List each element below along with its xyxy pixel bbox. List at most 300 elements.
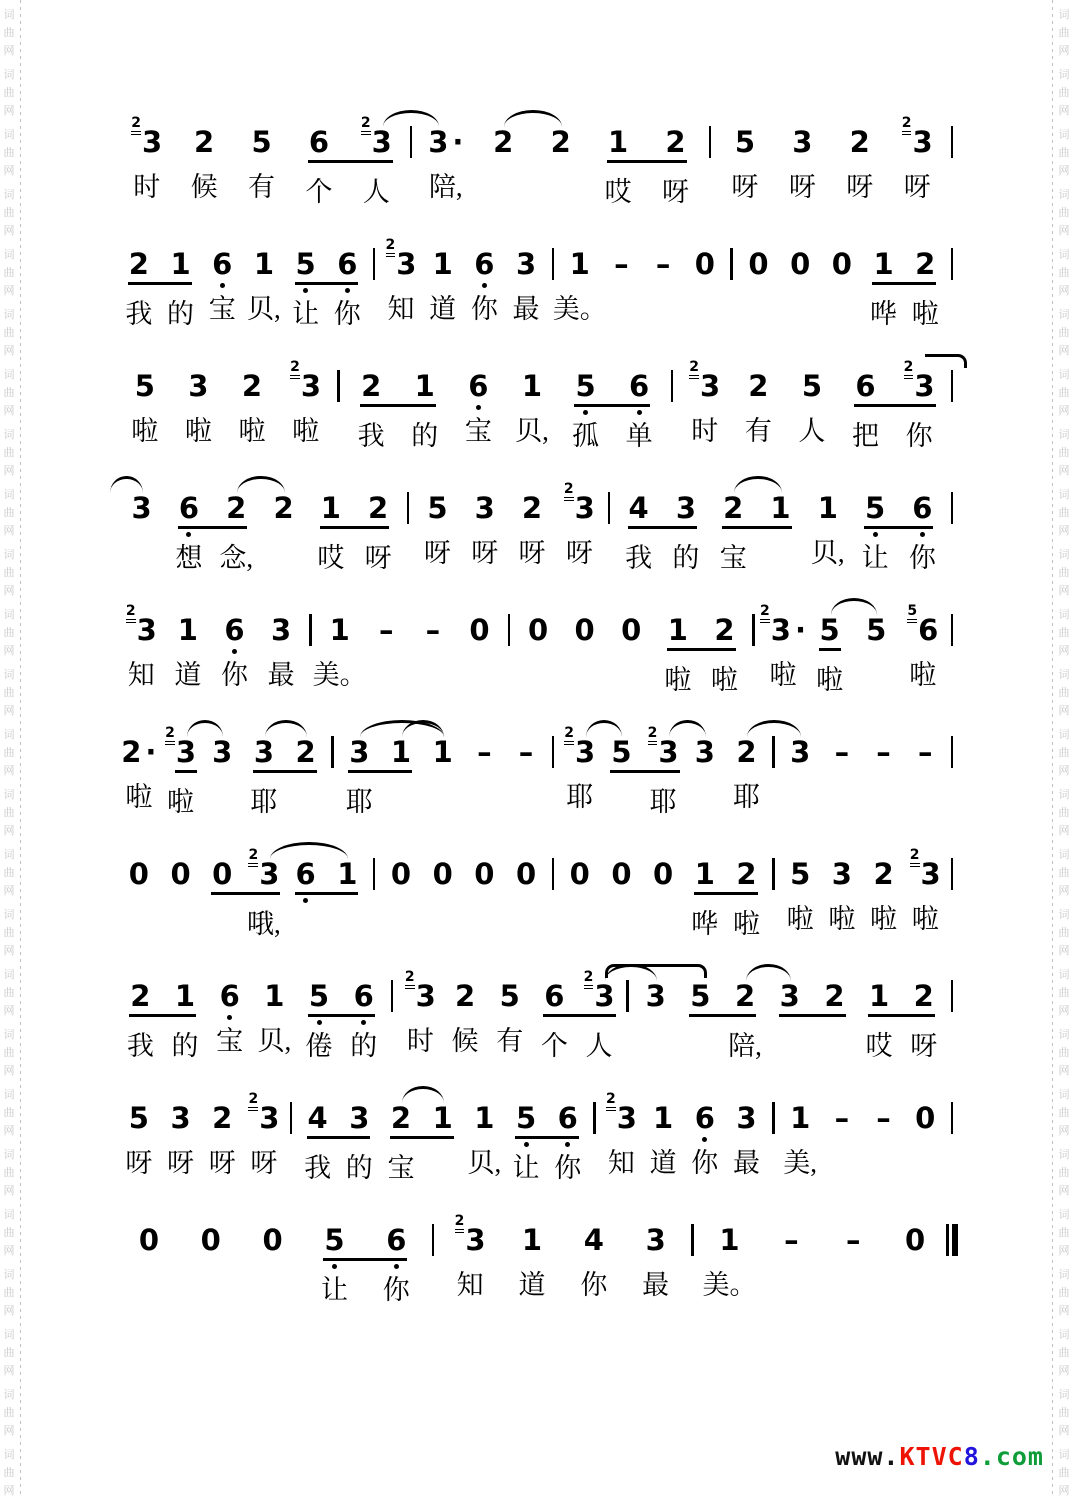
- watermark-group: [1056, 786, 1072, 840]
- watermark-char: 曲: [3, 567, 15, 579]
- watermark-char: 词: [1058, 1149, 1070, 1161]
- note-cell: [175, 126, 232, 202]
- watermark-char: 曲: [3, 807, 15, 819]
- lyric-syllable: 让: [292, 299, 320, 329]
- note-cell: [252, 980, 297, 1056]
- note-number: 2: [241, 369, 263, 403]
- note-number: 2: [748, 369, 769, 403]
- note-cell: [279, 359, 333, 446]
- note-figure: [179, 492, 199, 524]
- grace-note: 2: [386, 239, 396, 257]
- note-figure: [500, 980, 520, 1012]
- note-cell: [853, 614, 900, 690]
- lyric-syllable: 的: [167, 299, 195, 329]
- watermark-char: 词: [1058, 669, 1070, 681]
- note-figure: [909, 847, 941, 891]
- dash-cell: [410, 614, 457, 690]
- note-cell: [678, 359, 732, 446]
- lyric-syllable: 呀: [731, 172, 759, 202]
- note-cell: [662, 492, 709, 573]
- note-figure: [915, 248, 935, 280]
- watermark-char: 词: [1058, 1209, 1070, 1221]
- note-figure: [528, 614, 548, 646]
- watermark-char: 曲: [1058, 987, 1070, 999]
- note-number: 5: [308, 979, 330, 1013]
- note-cell: [710, 492, 757, 573]
- note-cell: [380, 237, 422, 324]
- note-figure: [516, 858, 536, 890]
- note-cell: [615, 492, 662, 573]
- watermark-group: [1, 306, 17, 360]
- note-number: 3: [616, 1101, 637, 1135]
- dash-cell: [821, 736, 863, 812]
- note-cell: [892, 359, 946, 451]
- lyric-syllable: 啦: [870, 904, 898, 934]
- note-figure: [689, 359, 721, 403]
- note-figure: [915, 1102, 935, 1134]
- rest-cell: [180, 1224, 242, 1300]
- note-figure: [433, 248, 453, 280]
- note-cell: [684, 736, 726, 812]
- note-number: 2: [194, 125, 215, 159]
- watermark-char: 网: [1058, 585, 1070, 597]
- score-system: [118, 230, 958, 352]
- note-number: 6: [219, 979, 240, 1013]
- note-number: 6: [912, 491, 933, 525]
- note-cell: [900, 603, 947, 690]
- beam-underline: [607, 160, 687, 163]
- rest-glyph: 0: [694, 247, 715, 281]
- note-cell: [863, 248, 905, 329]
- grace-note: 2: [904, 361, 914, 379]
- note-number: 3: [349, 735, 370, 769]
- note-cell: [422, 1102, 464, 1183]
- note-cell: [487, 980, 532, 1056]
- note-figure: [212, 1102, 232, 1134]
- rest-cell: [160, 858, 202, 934]
- watermark-group: [1056, 546, 1072, 600]
- note-number: 5: [515, 1101, 537, 1135]
- note-figure: [427, 492, 447, 524]
- note-number: 1: [719, 1223, 740, 1257]
- watermark-group: [1056, 6, 1072, 60]
- note-figure: [360, 115, 392, 159]
- note-figure: [469, 614, 489, 646]
- watermark-char: 网: [3, 465, 15, 477]
- note-cell: [863, 858, 905, 934]
- grace-note: 2: [165, 727, 175, 745]
- note-number: 3: [141, 125, 163, 159]
- note-cell: [201, 1102, 243, 1178]
- barline: [946, 614, 958, 646]
- note-figure: [188, 370, 208, 402]
- note-figure: [790, 248, 810, 280]
- watermark-group: [1056, 726, 1072, 780]
- note-cell: [260, 492, 307, 568]
- watermark-char: 网: [3, 1425, 15, 1437]
- note-cell: [655, 614, 702, 695]
- lyric-syllable: 让: [512, 1153, 540, 1183]
- note-figure: [583, 969, 615, 1013]
- lyric-syllable: 呀: [846, 172, 874, 202]
- note-number: 2: [361, 369, 382, 403]
- watermark-char: 词: [1058, 1389, 1070, 1401]
- note-number: 1: [432, 735, 453, 769]
- barline: [405, 126, 417, 158]
- barline-mark: [752, 614, 755, 646]
- score-system: [118, 840, 958, 962]
- lyric-syllable: 知: [387, 294, 415, 324]
- watermark-char: 网: [3, 1305, 15, 1317]
- note-number: 5: [819, 613, 840, 647]
- beam-underline: [175, 770, 197, 773]
- note-figure: [386, 1224, 406, 1256]
- note-cell: [552, 247, 607, 324]
- site-url-segment: www.: [835, 1442, 900, 1471]
- note-number: 1: [177, 613, 198, 647]
- watermark-char: 网: [3, 1065, 15, 1077]
- watermark-char: 曲: [1058, 87, 1070, 99]
- note-number: 3: [259, 857, 280, 891]
- note-figure: [264, 980, 284, 1012]
- rest-cell: [456, 614, 503, 690]
- note-cell: [354, 492, 401, 573]
- duration-dash: –: [425, 613, 441, 647]
- watermark-char: 曲: [3, 1167, 15, 1179]
- note-number: 1: [653, 1101, 674, 1135]
- note-figure: [296, 248, 316, 280]
- note-figure: [433, 736, 453, 768]
- watermark-char: 曲: [3, 267, 15, 279]
- note-cell: [612, 370, 666, 451]
- lyric-syllable: 啦: [125, 782, 153, 812]
- watermark-group: [1, 6, 17, 60]
- note-number: 3: [170, 1101, 191, 1135]
- watermark-char: 网: [1058, 1245, 1070, 1257]
- barline-mark: [772, 858, 775, 890]
- lyric-syllable: 时: [133, 172, 161, 202]
- note-figure: [873, 858, 893, 890]
- note-figure: [646, 980, 666, 1012]
- note-figure: [170, 858, 190, 890]
- beam-underline: [308, 160, 393, 163]
- octave-dot: [303, 898, 308, 903]
- note-cell: [633, 980, 678, 1056]
- beam-underline: [819, 648, 841, 651]
- lyric-syllable: 你: [908, 543, 936, 573]
- note-figure: [296, 736, 316, 768]
- note-figure: [129, 1102, 149, 1134]
- barline-mark: [407, 492, 410, 524]
- note-number: 3: [594, 979, 615, 1013]
- dash-cell: [821, 1102, 863, 1178]
- rest-cell: [422, 858, 464, 934]
- note-figure: [584, 1224, 604, 1256]
- watermark-char: 网: [3, 45, 15, 57]
- duration-dash: –: [518, 735, 534, 769]
- lyric-syllable: 啦: [909, 660, 937, 690]
- watermark-char: 曲: [3, 1047, 15, 1059]
- octave-dot: [332, 1264, 337, 1269]
- watermark-char: 曲: [3, 1287, 15, 1299]
- octave-dot: [637, 410, 642, 415]
- beam-underline: [129, 1014, 196, 1017]
- note-figure: [614, 248, 629, 280]
- note-cell: [365, 1224, 427, 1305]
- lyric-syllable: 你: [580, 1270, 608, 1300]
- note-cell: [243, 847, 285, 939]
- slur-arc: [669, 720, 705, 737]
- note-number: 3: [920, 857, 941, 891]
- barline-mark: [508, 614, 511, 646]
- watermark-char: 曲: [1058, 687, 1070, 699]
- watermark-group: [1056, 366, 1072, 420]
- watermark-group: [1056, 1326, 1072, 1380]
- note-figure: [132, 492, 152, 524]
- lyric-syllable: 耶: [566, 782, 594, 812]
- rest-cell: [684, 248, 726, 324]
- note-row: [118, 352, 958, 474]
- beam-underline: [722, 526, 791, 529]
- watermark-char: 词: [3, 789, 15, 801]
- note-number: 4: [628, 491, 649, 525]
- note-number: 5: [499, 979, 520, 1013]
- note-cell: [806, 614, 853, 695]
- note-number: 3: [914, 369, 935, 403]
- watermark-char: 曲: [3, 747, 15, 759]
- note-figure: [714, 614, 734, 646]
- rest-cell: [201, 858, 243, 939]
- augmentation-dot: ·: [794, 613, 806, 647]
- note-figure: [194, 126, 214, 158]
- barline-mark: [951, 980, 954, 1012]
- note-number: 3: [645, 979, 666, 1013]
- lyric-syllable: 你: [470, 294, 498, 324]
- watermark-char: 曲: [3, 927, 15, 939]
- lyric-syllable: 啦: [911, 299, 939, 329]
- note-number: 3: [575, 735, 596, 769]
- watermark-char: 网: [1058, 765, 1070, 777]
- note-figure: [415, 370, 435, 402]
- note-number: 3: [415, 979, 436, 1013]
- note-cell: [501, 1224, 563, 1300]
- note-cell: [344, 370, 398, 451]
- note-number: 3: [658, 735, 679, 769]
- barline: [326, 736, 338, 768]
- note-figure: [125, 603, 157, 647]
- note-figure: [354, 980, 374, 1012]
- note-cell: [726, 858, 768, 939]
- note-figure: [646, 1224, 666, 1256]
- lyric-syllable: 知: [456, 1270, 484, 1300]
- score-system: [118, 474, 958, 596]
- score-system: [118, 108, 958, 230]
- watermark-group: [1056, 606, 1072, 660]
- rest-cell: [601, 858, 643, 934]
- watermark-char: 词: [1058, 69, 1070, 81]
- watermark-char: 网: [1058, 405, 1070, 417]
- note-figure: [665, 126, 685, 158]
- note-figure: [242, 370, 262, 402]
- note-number: 5: [324, 1223, 345, 1257]
- note-number: 6: [855, 369, 876, 403]
- note-row: [118, 1084, 958, 1206]
- lyric-syllable: 宝: [208, 294, 236, 324]
- lyric-syllable: 的: [345, 1153, 373, 1183]
- lyric-syllable: 呀: [250, 1148, 278, 1178]
- watermark-group: [1, 1446, 17, 1498]
- watermark-char: 网: [3, 1245, 15, 1257]
- beam-underline: [211, 892, 280, 895]
- note-figure: [901, 115, 933, 159]
- note-figure: [611, 736, 631, 768]
- note-number: 2: [493, 125, 514, 159]
- note-number: 5: [251, 125, 272, 159]
- note-number: 1: [320, 491, 341, 525]
- note-cell: [118, 603, 165, 690]
- note-number: 5: [790, 857, 811, 891]
- note-number: 6: [337, 247, 358, 281]
- watermark-char: 曲: [3, 687, 15, 699]
- lyric-syllable: 哎: [865, 1031, 893, 1061]
- note-number: 3: [371, 125, 392, 159]
- note-figure: [736, 1102, 756, 1134]
- lyric-syllable: 单: [625, 421, 653, 451]
- watermark-char: 曲: [1058, 867, 1070, 879]
- note-number: 2: [723, 491, 744, 525]
- note-figure: [723, 492, 743, 524]
- barline-mark: [373, 858, 376, 890]
- barline: [386, 980, 398, 1012]
- octave-dot: [186, 532, 191, 537]
- note-figure: [433, 858, 453, 890]
- note-number: 1: [337, 857, 358, 891]
- octave-dot: [702, 1137, 707, 1142]
- note-number: 2: [665, 125, 686, 159]
- watermark-group: [1, 606, 17, 660]
- watermark-char: 词: [1058, 789, 1070, 801]
- note-figure: [850, 126, 870, 158]
- note-number: 3: [188, 369, 209, 403]
- watermark-char: 词: [1058, 1449, 1070, 1461]
- note-figure: [907, 603, 939, 647]
- note-number: 5: [611, 735, 632, 769]
- note-number: 2: [734, 979, 756, 1013]
- note-number: 2: [128, 247, 149, 281]
- octave-dot: [476, 405, 481, 410]
- watermark-group: [1, 1266, 17, 1320]
- lyric-syllable: 人: [362, 177, 390, 207]
- barline-mark: [391, 980, 394, 1012]
- rest-glyph: 0: [469, 613, 490, 647]
- lyric-syllable: 陪,: [728, 1031, 762, 1061]
- note-cell: [532, 980, 577, 1061]
- note-number: 6: [224, 613, 245, 647]
- lyric-syllable: 啦: [769, 660, 797, 690]
- watermark-group: [1, 246, 17, 300]
- dash-cell: [464, 736, 506, 812]
- note-row: [118, 596, 958, 718]
- beam-underline: [864, 526, 933, 529]
- grace-note: 2: [290, 361, 300, 379]
- slur-arc: [110, 476, 143, 493]
- beam-underline: [295, 282, 359, 285]
- note-figure: [695, 736, 715, 768]
- note-number: 3: [515, 247, 537, 281]
- grace-note: 2: [455, 1215, 465, 1233]
- note-figure: [426, 614, 441, 646]
- beam-underline: [308, 1014, 375, 1017]
- lyric-syllable: 啦: [184, 416, 212, 446]
- lyric-syllable: 宝: [719, 543, 747, 573]
- grace-note: 2: [910, 849, 920, 867]
- watermark-group: [1, 186, 17, 240]
- watermark-char: 词: [1058, 1329, 1070, 1341]
- watermark-char: 曲: [1058, 1227, 1070, 1239]
- note-figure: [428, 126, 463, 158]
- note-figure: [690, 980, 710, 1012]
- note-cell: [118, 248, 160, 329]
- watermark-char: 曲: [1058, 387, 1070, 399]
- lyric-syllable: 哗: [870, 299, 898, 329]
- grace-note: 2: [248, 1093, 258, 1111]
- note-figure: [129, 858, 149, 890]
- watermark-char: 词: [3, 489, 15, 501]
- lyric-syllable: 呀: [471, 538, 499, 568]
- note-figure: [522, 492, 542, 524]
- watermark-char: 词: [3, 1149, 15, 1161]
- watermark-group: [1, 1386, 17, 1440]
- note-number: 3: [770, 613, 791, 647]
- lyric-syllable: 呀: [662, 177, 689, 207]
- note-cell: [380, 736, 422, 817]
- watermark-char: 曲: [1058, 27, 1070, 39]
- note-figure: [736, 736, 756, 768]
- beam-underline: [128, 282, 192, 285]
- watermark-char: 网: [1058, 1125, 1070, 1137]
- note-cell: [532, 126, 589, 202]
- note-cell: [285, 736, 327, 817]
- watermark-char: 网: [3, 345, 15, 357]
- slur-arc: [831, 598, 878, 615]
- watermark-group: [1, 726, 17, 780]
- note-figure: [433, 1102, 453, 1134]
- note-cell: [774, 126, 831, 202]
- note-figure: [575, 370, 595, 402]
- note-figure: [668, 614, 688, 646]
- watermark-char: 曲: [3, 447, 15, 459]
- note-figure: [544, 980, 564, 1012]
- watermark-char: 网: [3, 945, 15, 957]
- watermark-group: [1, 486, 17, 540]
- slur-arc: [747, 720, 801, 737]
- watermark-column-right: [1056, 6, 1072, 1498]
- note-cell: [207, 980, 252, 1056]
- beam-underline: [628, 526, 697, 529]
- barline-mark: [951, 736, 954, 768]
- note-number: 6: [474, 247, 495, 281]
- note-number: 2: [915, 247, 936, 281]
- note-number: 3: [694, 735, 715, 769]
- final-barline: [946, 1224, 958, 1256]
- barline: [946, 492, 958, 524]
- note-figure: [212, 248, 232, 280]
- note-figure: [695, 1102, 715, 1134]
- site-url-segment: .com: [979, 1442, 1044, 1471]
- barline-mark: [951, 248, 954, 280]
- score-system: [118, 596, 958, 718]
- rest-glyph: 0: [790, 247, 811, 281]
